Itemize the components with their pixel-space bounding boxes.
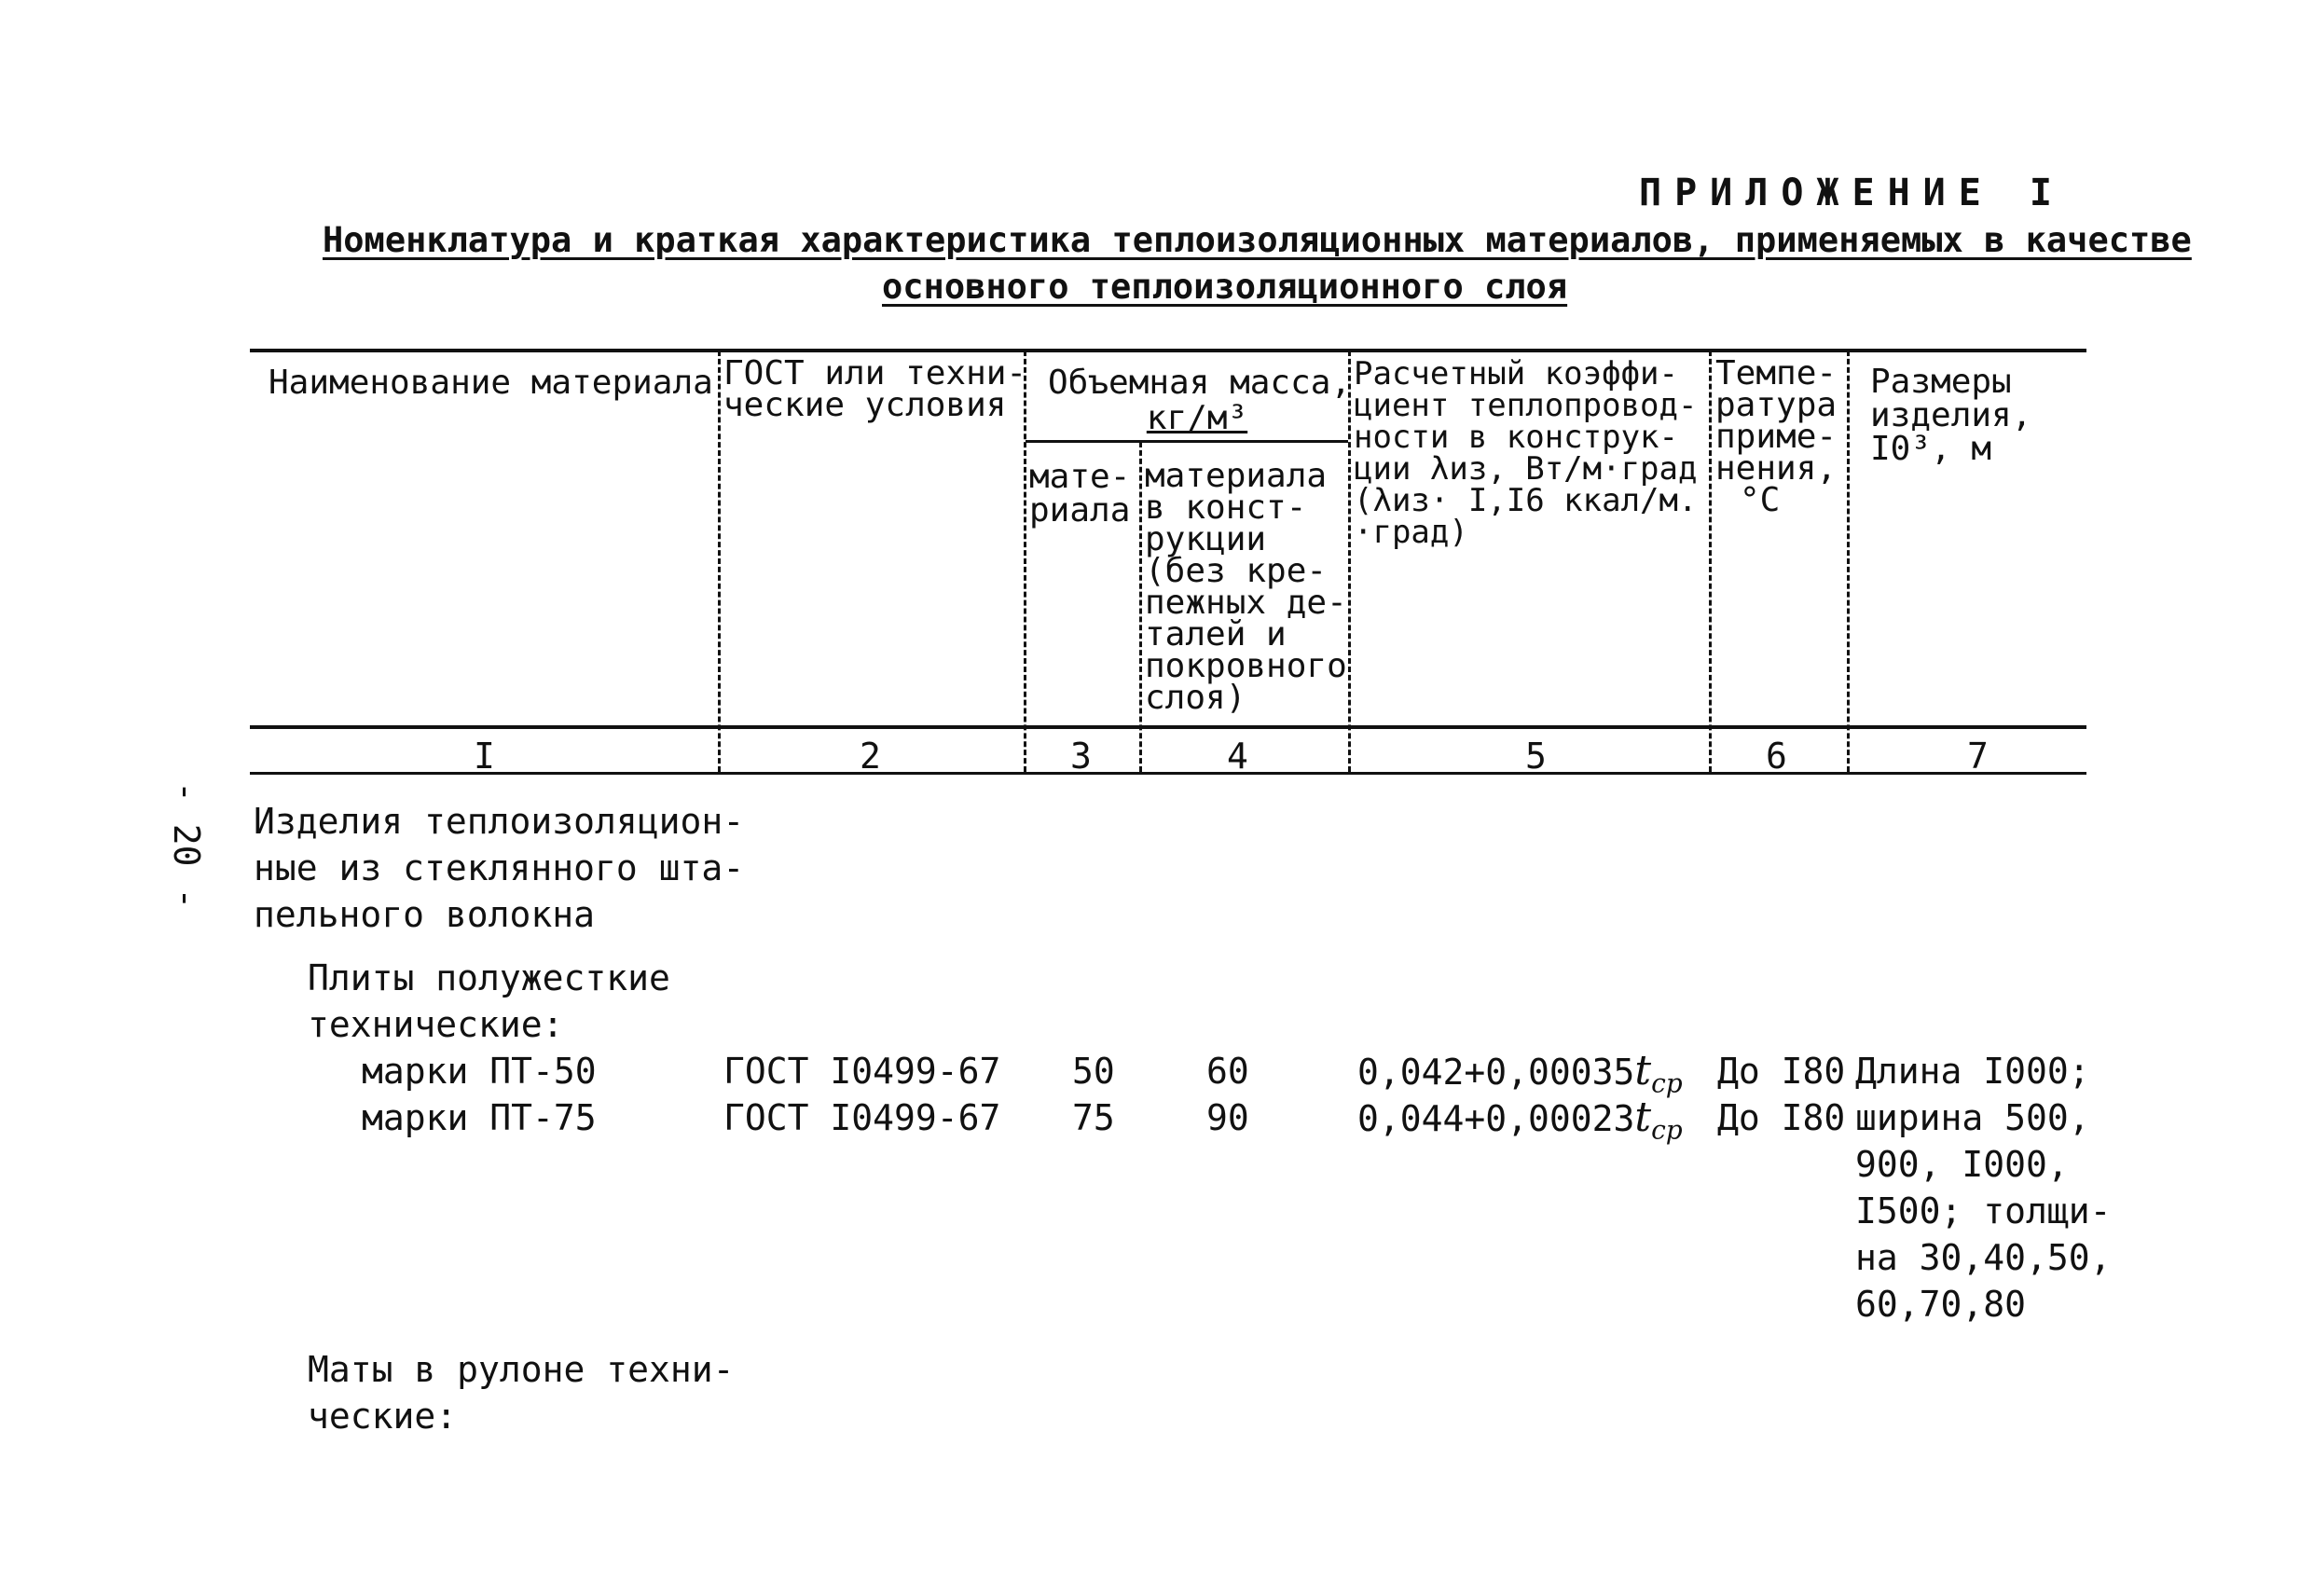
row-temperature: До I80 [1717, 1097, 1846, 1138]
sizes-line: 60,70,80 [1855, 1284, 2027, 1325]
col-separator-1 [718, 351, 721, 772]
header-temperature [1715, 354, 1838, 519]
header-col4-line: покровного [1145, 647, 1347, 685]
subgroup-title-line: ческие: [308, 1396, 458, 1437]
row-mass-material: 75 [1072, 1097, 1115, 1138]
header-mass-material-line: мате- [1029, 458, 1131, 496]
column-number: 6 [1766, 736, 1787, 777]
group-title-line: пельного волокна [254, 894, 596, 935]
header-gost-line: ГОСТ или техни- [723, 354, 1027, 392]
header-gost [723, 354, 1027, 424]
subgroup-title-line: Маты в рулоне техни- [308, 1349, 735, 1390]
header-col5-line: Расчетный коэффи- [1354, 355, 1678, 392]
mass-subheader-rule [1026, 440, 1348, 443]
document-title-line1: Номенклатура и краткая характеристика теплоизоляционных материалов, применяемых в качестве [323, 220, 2192, 260]
sizes-line: Длина I000; [1855, 1051, 2090, 1092]
header-col7-line: изделия, [1870, 396, 2032, 434]
header-volume-mass-line: Объемная масса, [1048, 364, 1352, 402]
sizes-line: I500; толщи- [1855, 1190, 2112, 1231]
page-number: - 20 - [166, 781, 207, 910]
group-title-line: Изделия теплоизоляцион- [254, 801, 745, 842]
header-bottom-rule [250, 725, 2086, 729]
header-col4-line: в конст- [1145, 488, 1307, 527]
header-col5-line: ·град) [1354, 514, 1468, 551]
row-mass-construction: 60 [1206, 1051, 1249, 1092]
header-sizes [1870, 365, 2031, 466]
column-number: I [474, 736, 495, 777]
header-col4-line: пежных де- [1145, 584, 1347, 622]
column-number: 2 [860, 736, 881, 777]
header-col4-line: талей и [1145, 615, 1287, 654]
sizes-text [1855, 1048, 2112, 1328]
row-name: марки ПТ-75 [362, 1097, 597, 1138]
sizes-line: на 30,40,50, [1855, 1237, 2112, 1278]
header-col7-line: Размеры [1870, 363, 2012, 401]
header-gost-line: ческие условия [723, 386, 1007, 424]
column-number: 4 [1227, 736, 1248, 777]
row-conductivity [1357, 1094, 1683, 1154]
row-temperature: До I80 [1717, 1051, 1846, 1092]
column-number: 7 [1967, 736, 1989, 777]
header-mass-material [1029, 458, 1131, 530]
col-separator-5 [1709, 351, 1712, 772]
header-col4-line: слоя) [1145, 679, 1246, 717]
header-col5-line: (λиз· I,I6 ккал/м. [1354, 482, 1698, 519]
header-mass-material-line: риала [1029, 491, 1131, 530]
t-subscript: ср [1651, 1067, 1683, 1099]
header-col5-line: ности в конструк- [1354, 419, 1678, 456]
row-gost: ГОСТ I0499-67 [723, 1051, 1001, 1092]
row-mass-construction: 90 [1206, 1097, 1249, 1138]
sizes-line: 900, I000, [1855, 1144, 2069, 1185]
header-col4-line: (без кре- [1145, 552, 1328, 590]
column-number: 5 [1525, 736, 1547, 777]
row-mass-material: 50 [1072, 1051, 1115, 1092]
header-col4-line: рукции [1145, 520, 1267, 558]
header-conductivity [1354, 355, 1698, 551]
t-symbol: t [1634, 1047, 1652, 1094]
header-col7-line: I0³, м [1870, 430, 1992, 468]
header-mass-construction [1145, 457, 1347, 717]
header-col5-line: циент теплопровод- [1354, 387, 1698, 424]
header-col6-line: Темпе- [1715, 354, 1838, 392]
column-number: 3 [1070, 736, 1092, 777]
subgroup-title-line: технические: [308, 1004, 564, 1045]
header-col6-line: °С [1740, 481, 1781, 519]
t-subscript: ср [1651, 1114, 1683, 1146]
sizes-line: ширина 500, [1855, 1097, 2090, 1138]
header-col6-line: нения, [1715, 449, 1838, 488]
header-material-name: Наименование материала [268, 364, 713, 402]
col-separator-4 [1348, 351, 1351, 772]
header-col4-line: материала [1145, 457, 1328, 495]
header-col6-line: приме- [1715, 418, 1838, 456]
document-title-line2: основного теплоизоляционного слоя [882, 267, 1568, 307]
header-col6-line: ратура [1715, 386, 1838, 424]
appendix-label: ПРИЛОЖЕНИЕ I [1639, 172, 2065, 214]
row-gost: ГОСТ I0499-67 [723, 1097, 1001, 1138]
subgroup-title-line: Плиты полужесткие [308, 957, 670, 998]
t-symbol: t [1634, 1094, 1652, 1141]
conductivity-value: 0,042+0,00035 [1357, 1052, 1635, 1093]
column-numbers-rule [250, 772, 2086, 775]
col-separator-3 [1139, 442, 1142, 772]
col-separator-6 [1847, 351, 1850, 772]
group-title-line: ные из стеклянного шта- [254, 847, 745, 888]
conductivity-value: 0,044+0,00023 [1357, 1098, 1635, 1139]
table-top-rule [250, 349, 2086, 352]
header-col5-line: ции λиз, Вт/м·град [1354, 450, 1698, 488]
header-volume-mass-unit: кг/м³ [1146, 399, 1248, 437]
subgroup-title-mats [308, 1346, 735, 1439]
subgroup-title-plates [308, 955, 670, 1048]
header-volume-mass [1048, 364, 1352, 437]
row-name: марки ПТ-50 [362, 1051, 597, 1092]
group-title [254, 798, 744, 938]
